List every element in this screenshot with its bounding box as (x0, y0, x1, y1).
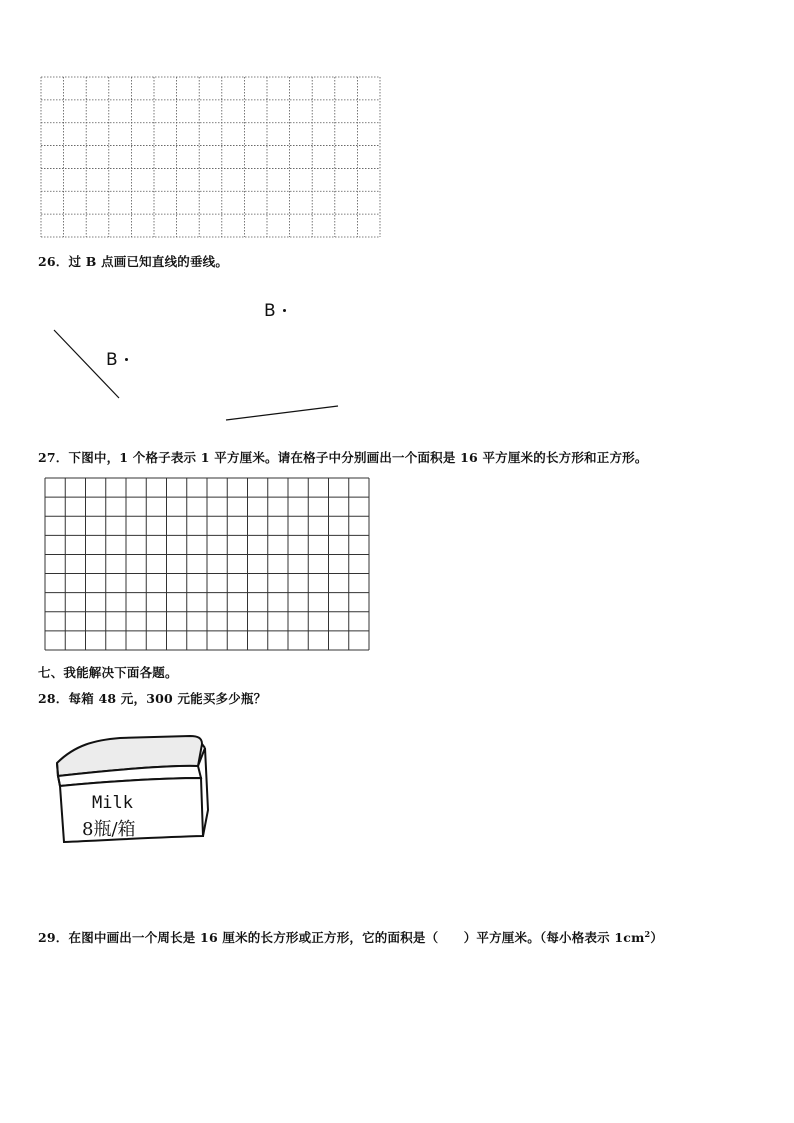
given-line-flat (226, 406, 338, 420)
point-b-dot-lower (125, 358, 128, 361)
milk-box-label: Milk (92, 793, 133, 813)
question-26: 26．过 B 点画已知直线的垂线。 (38, 254, 229, 269)
section-7-heading: 七、我能解决下面各题。 (38, 665, 178, 680)
question-28: 28．每箱 48 元，300 元能买多少瓶？ (38, 691, 267, 706)
point-b-label-upper: B (264, 301, 276, 321)
point-b-label-lower: B (106, 350, 118, 370)
milk-box-quantity: 8瓶/箱 (82, 819, 136, 840)
question-29: 29．在图中画出一个周长是 16 厘米的长方形或正方形，它的面积是（ ）平方厘米。（每小格表示 $1cm^2$） (38, 928, 664, 945)
question-27: 27．下图中，1 个格子表示 1 平方厘米。请在格子中分别画出一个面积是 16 平方厘米的长方形和正方形。 (38, 450, 648, 465)
point-b-dot-upper (283, 309, 286, 312)
